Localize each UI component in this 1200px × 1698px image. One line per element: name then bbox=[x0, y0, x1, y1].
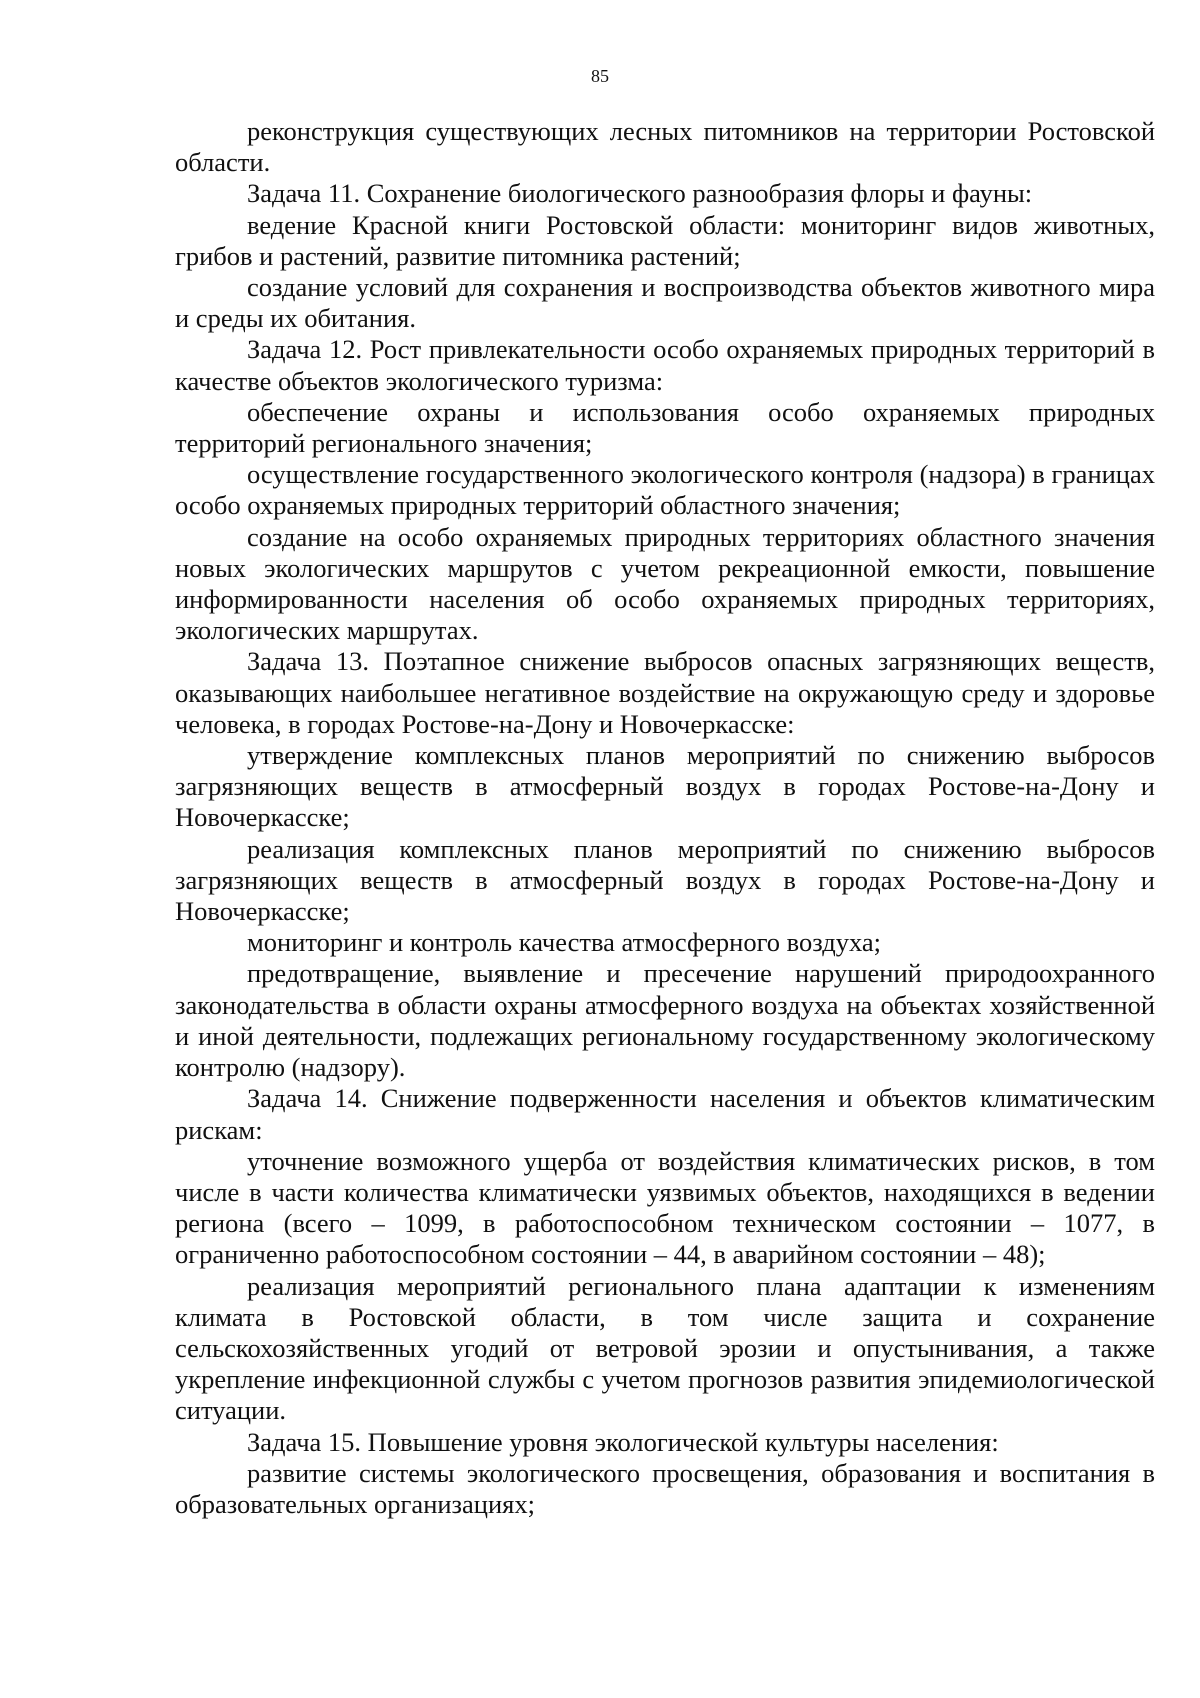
paragraph: реализация мероприятий регионального плана адаптации к изменениям климата в Ростовской области, в том числе защита и сохранение сельскохозяйственных угодий от ветровой эрозии и опустынивания, а также укрепление инфекционной службы с учетом прогнозов развития эпидемиологической ситуации. bbox=[175, 1270, 1155, 1426]
paragraph: уточнение возможного ущерба от воздействия климатических рисков, в том числе в части количества климатически уязвимых объектов, находящихся в ведении региона (всего – 1099, в работоспособном техническом состоянии – 1077, в ограниченно работоспособном состоянии – 44, в аварийном состоянии – 48); bbox=[175, 1145, 1155, 1270]
task-heading: Задача 14. Снижение подверженности населения и объектов климатическим рискам: bbox=[175, 1083, 1155, 1145]
paragraph: реконструкция существующих лесных питомников на территории Ростовской области. bbox=[175, 116, 1155, 178]
paragraph: обеспечение охраны и использования особо охраняемых природных территорий регионального значения; bbox=[175, 396, 1155, 459]
page-number: 85 bbox=[591, 66, 609, 86]
task-heading: Задача 15. Повышение уровня экологической культуры населения: bbox=[247, 1426, 999, 1457]
task-heading: Задача 13. Поэтапное снижение выбросов опасных загрязняющих веществ, оказывающих наибольшее негативное воздействие на окружающую среду и здоровье человека, в городах Ростове-на-Дону и Новочеркасске: bbox=[175, 646, 1155, 739]
paragraph: создание условий для сохранения и воспроизводства объектов животного мира и среды их обитания. bbox=[175, 272, 1155, 334]
paragraph: ведение Красной книги Ростовской области: мониторинг видов животных, грибов и растений, развитие питомника растений; bbox=[175, 209, 1155, 271]
paragraph: создание на особо охраняемых природных территориях областного значения новых экологических маршрутов с учетом рекреационной емкости, повышение информированности населения об особо охраняемых природных территориях, экологических маршрутах. bbox=[175, 521, 1155, 646]
paragraph: предотвращение, выявление и пресечение нарушений природоохранного законодательства в области охраны атмосферного воздуха на объектах хозяйственной и иной деятельности, подлежащих региональному государственному экологическому контролю (надзору). bbox=[175, 958, 1155, 1083]
paragraph: мониторинг и контроль качества атмосферного воздуха; bbox=[247, 927, 881, 958]
task-heading: Задача 11. Сохранение биологического разнообразия флоры и фауны: bbox=[247, 178, 1033, 209]
task-heading: Задача 12. Рост привлекательности особо охраняемых природных территорий в качестве объектов экологического туризма: bbox=[175, 334, 1155, 396]
paragraph: развитие системы экологического просвещения, образования и воспитания в образовательных организациях; bbox=[175, 1457, 1155, 1519]
paragraph: утверждение комплексных планов мероприятий по снижению выбросов загрязняющих веществ в атмосферный воздух в городах Ростове-на-Дону и Новочеркасске; bbox=[175, 740, 1155, 833]
paragraph: осуществление государственного экологического контроля (надзора) в границах особо охраняемых природных территорий областного значения; bbox=[175, 459, 1155, 521]
paragraph: реализация комплексных планов мероприятий по снижению выбросов загрязняющих веществ в атмосферный воздух в городах Ростове-на-Дону и Новочеркасске; bbox=[175, 833, 1155, 927]
document-body bbox=[175, 116, 1155, 1520]
